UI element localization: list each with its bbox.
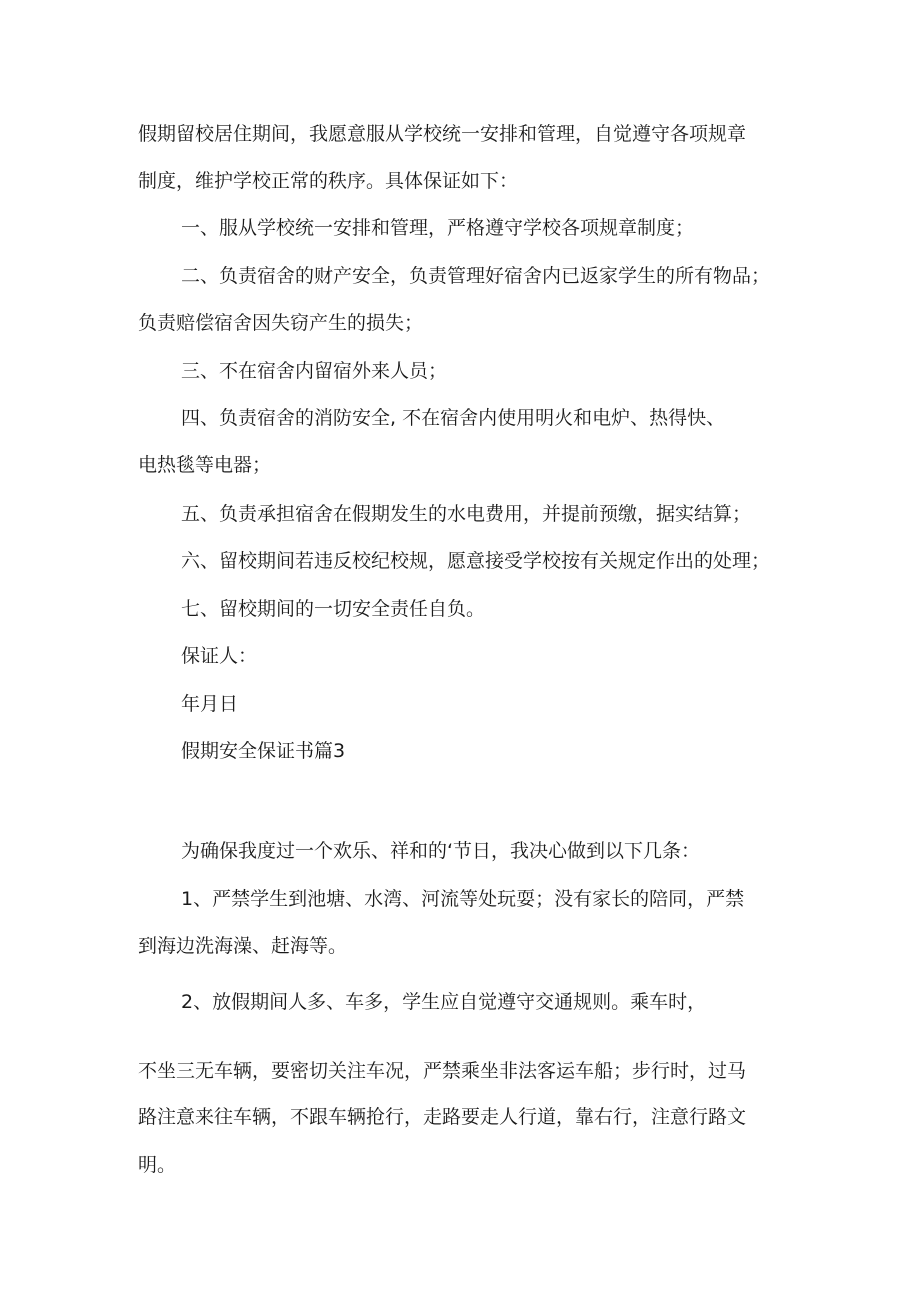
rule-item-1-continued: 到海边洗海澡、赶海等。 xyxy=(138,935,348,957)
list-item-4: 四、负责宿舍的消防安全, 不在宿舍内使用明火和电炉、热得快、 xyxy=(181,407,726,429)
paragraph-line: 制度，维护学校正常的秩序。具体保证如下： xyxy=(138,170,519,192)
paragraph-line: 假期留校居住期间，我愿意服从学校统一安排和管理，自觉遵守各项规章 xyxy=(138,123,747,145)
intro-line: 为确保我度过一个欢乐、祥和的‘节日，我决心做到以下几条： xyxy=(181,840,701,862)
rule-item-2-continued: 不坐三无车辆，要密切关注车况，严禁乘坐非法客运车船；步行时，过马 xyxy=(138,1060,747,1082)
list-item-2: 二、负责宿舍的财产安全，负责管理好宿舍内已返家学生的所有物品； xyxy=(181,265,771,287)
rule-item-2-continued: 明。 xyxy=(138,1154,177,1176)
list-item-5: 五、负责承担宿舍在假期发生的水电费用，并提前预缴，据实结算； xyxy=(181,503,752,525)
list-item-1: 一、服从学校统一安排和管理，严格遵守学校各项规章制度； xyxy=(181,217,695,239)
date-label: 年月日 xyxy=(181,693,239,715)
list-item-4-continued: 电热毯等电器； xyxy=(138,454,272,476)
list-item-3: 三、不在宿舍内留宿外来人员； xyxy=(181,360,448,382)
rule-item-1: 1、严禁学生到池塘、水湾、河流等处玩耍；没有家长的陪同，严禁 xyxy=(181,888,745,910)
list-item-7: 七、留校期间的一切安全责任自负。 xyxy=(181,598,486,620)
list-item-6: 六、留校期间若违反校纪校规，愿意接受学校按有关规定作出的处理； xyxy=(181,550,771,572)
rule-item-2-continued: 路注意来往车辆，不跟车辆抢行，走路要走人行道，靠右行，注意行路文 xyxy=(138,1106,747,1128)
guarantor-label: 保证人： xyxy=(181,645,258,667)
list-item-2-continued: 负责赔偿宿舍因失窃产生的损失； xyxy=(138,312,424,334)
rule-item-2: 2、放假期间人多、车多，学生应自觉遵守交通规则。乘车时， xyxy=(181,991,707,1013)
section-title: 假期安全保证书篇3 xyxy=(181,740,346,762)
